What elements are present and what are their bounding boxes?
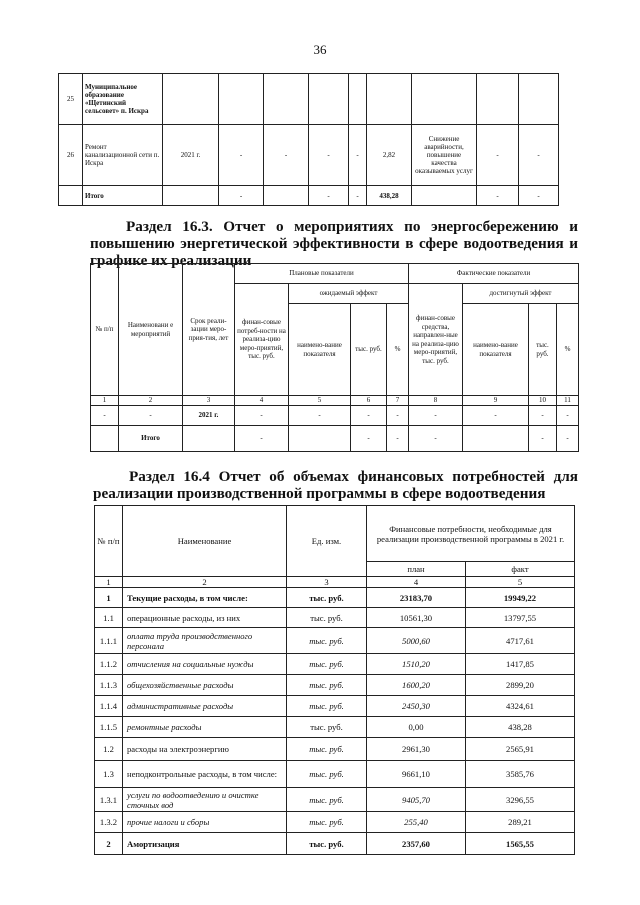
cell: тыс. руб.	[287, 788, 367, 812]
col-header-indicator: наимено-вание показателя	[289, 304, 351, 396]
row-year: 2021 г.	[163, 125, 219, 186]
cell: -	[289, 405, 351, 425]
cell: 5000,60	[367, 628, 466, 654]
cell: -	[477, 125, 519, 186]
cell: 1.2	[95, 738, 123, 761]
cell: 4324,61	[466, 696, 575, 717]
table-row	[91, 425, 579, 451]
col-header-name: Наименовани е мероприятий	[119, 264, 183, 396]
cell: неподконтрольные расходы, в том числе:	[123, 761, 287, 788]
cell: 1417,85	[466, 654, 575, 675]
table-row	[59, 186, 559, 206]
cell: 23183,70	[367, 588, 466, 608]
cell: тыс. руб.	[287, 675, 367, 696]
cell: административные расходы	[123, 696, 287, 717]
cell: -	[351, 425, 387, 451]
cell: 3585,76	[466, 761, 575, 788]
cell	[463, 425, 529, 451]
total-label: Итого	[83, 186, 163, 206]
cell: 1600,20	[367, 675, 466, 696]
table-row	[95, 675, 575, 696]
cell: 1510,20	[367, 654, 466, 675]
cell: 2961,30	[367, 738, 466, 761]
cell: тыс. руб.	[287, 696, 367, 717]
column-numbers-row	[91, 396, 579, 406]
col-header-pct: %	[557, 304, 579, 396]
row-number: 25	[59, 74, 83, 125]
table-row	[95, 812, 575, 833]
cell: 2,82	[367, 125, 412, 186]
cell: -	[477, 186, 519, 206]
cell: 438,28	[466, 717, 575, 738]
cell: -	[219, 125, 264, 186]
cell: тыс. руб.	[287, 833, 367, 855]
row-name: Муниципальное образование «Щетинский сельсовет» п. Искра	[83, 74, 163, 125]
col-header-unit: Ед. изм.	[287, 506, 367, 577]
cell: тыс. руб.	[287, 654, 367, 675]
cell: -	[529, 405, 557, 425]
column-numbers-row	[95, 577, 575, 588]
cell: 1.3	[95, 761, 123, 788]
table-row	[95, 654, 575, 675]
col-header-thous: тыс. руб.	[529, 304, 557, 396]
table-row	[95, 788, 575, 812]
cell: 3296,55	[466, 788, 575, 812]
cell: прочие налоги и сборы	[123, 812, 287, 833]
cell: 1.1	[95, 608, 123, 628]
financial-needs-table	[94, 505, 575, 855]
cell: -	[235, 405, 289, 425]
col-header-term: Срок реали-зации меро-прия-тия, лет	[183, 264, 235, 396]
cell: 2	[95, 833, 123, 855]
col-header-expected: ожидаемый эффект	[289, 284, 409, 304]
heading-line: повышению энергетической эффективности в сфере водоотведения и	[90, 235, 578, 252]
cell: 4717,61	[466, 628, 575, 654]
cell: тыс. руб.	[287, 628, 367, 654]
col-number: 10	[529, 396, 557, 406]
col-number: 6	[351, 396, 387, 406]
col-header-pct: %	[387, 304, 409, 396]
col-header-fin: Финансовые потребности, необходимые для реализации производственной программы в 2021 г.	[367, 506, 575, 562]
cell: ремонтные расходы	[123, 717, 287, 738]
cell: операционные расходы, из них	[123, 608, 287, 628]
effect-cell: Снижение аварийности, повышение качества оказываемых услуг	[412, 125, 477, 186]
col-number: 1	[91, 396, 119, 406]
cell: расходы на электроэнергию	[123, 738, 287, 761]
cell: тыс. руб.	[287, 588, 367, 608]
cell: 2899,20	[466, 675, 575, 696]
energy-measures-table	[90, 263, 579, 452]
cell: 2565,91	[466, 738, 575, 761]
cell: 1	[95, 588, 123, 608]
cell: тыс. руб.	[287, 717, 367, 738]
section-16-4-heading	[93, 468, 578, 502]
cell: -	[91, 405, 119, 425]
cell: -	[349, 186, 367, 206]
cell: -	[409, 405, 463, 425]
cell: тыс. руб.	[287, 738, 367, 761]
table-row	[59, 74, 559, 125]
col-header-thous: тыс. руб.	[351, 304, 387, 396]
cell: Амортизация	[123, 833, 287, 855]
col-number: 5	[466, 577, 575, 588]
cell: 1565,55	[466, 833, 575, 855]
cell: -	[387, 425, 409, 451]
table-row	[95, 738, 575, 761]
row-number: 26	[59, 125, 83, 186]
col-header-fact: факт	[466, 562, 575, 577]
table-row	[95, 696, 575, 717]
cell: -	[351, 405, 387, 425]
heading-line: Раздел 16.4 Отчет об объемах финансовых потребностей для	[129, 468, 578, 485]
cell: 9405,70	[367, 788, 466, 812]
total-label: Итого	[119, 425, 183, 451]
section-16-3-heading	[90, 218, 578, 269]
cell: 2021 г.	[183, 405, 235, 425]
cell: тыс. руб.	[287, 761, 367, 788]
cell: 2357,60	[367, 833, 466, 855]
col-number: 3	[287, 577, 367, 588]
col-number: 3	[183, 396, 235, 406]
cell: оплата труда производственного персонала	[123, 628, 287, 654]
cell: 1.3.1	[95, 788, 123, 812]
cell: -	[557, 425, 579, 451]
table-row	[95, 588, 575, 608]
cell: услуги по водоотведению и очистке сточных вод	[123, 788, 287, 812]
cell: 1.1.3	[95, 675, 123, 696]
col-number: 4	[367, 577, 466, 588]
cell: 289,21	[466, 812, 575, 833]
cell: -	[119, 405, 183, 425]
header-row	[91, 264, 579, 284]
cell: -	[219, 186, 264, 206]
cell: 255,40	[367, 812, 466, 833]
cell: -	[463, 405, 529, 425]
col-number: 4	[235, 396, 289, 406]
cell: 9661,10	[367, 761, 466, 788]
cell: 0,00	[367, 717, 466, 738]
cell: -	[519, 125, 559, 186]
table-row	[95, 761, 575, 788]
table-row	[95, 628, 575, 654]
col-header-plan-fin: финан-совые потреб-ности на реализа-цию меро-приятий, тыс. руб.	[235, 284, 289, 396]
cell: Текущие расходы, в том числе:	[123, 588, 287, 608]
col-header-planned: Плановые показатели	[235, 264, 409, 284]
cell: 1.1.4	[95, 696, 123, 717]
cell: -	[409, 425, 463, 451]
col-header-achieved: достигнутый эффект	[463, 284, 579, 304]
cell: отчисления на социальные нужды	[123, 654, 287, 675]
col-header-plan: план	[367, 562, 466, 577]
col-number: 11	[557, 396, 579, 406]
heading-line: графике их реализации	[90, 252, 252, 269]
cell: 10561,30	[367, 608, 466, 628]
table-row	[91, 405, 579, 425]
table-row	[95, 717, 575, 738]
cell: 13797,55	[466, 608, 575, 628]
cell: -	[519, 186, 559, 206]
cell: -	[235, 425, 289, 451]
cell: тыс. руб.	[287, 812, 367, 833]
col-number: 1	[95, 577, 123, 588]
cell	[289, 425, 351, 451]
table-row	[59, 125, 559, 186]
row-name: Ремонт канализационной сети п. Искра	[83, 125, 163, 186]
measures-table-continuation	[58, 73, 559, 206]
col-number: 8	[409, 396, 463, 406]
heading-line: реализации производственной программы в сфере водоотведения	[93, 485, 546, 502]
cell: 19949,22	[466, 588, 575, 608]
cell: -	[387, 405, 409, 425]
cell: -	[309, 186, 349, 206]
col-number: 2	[119, 396, 183, 406]
page-number: 36	[313, 42, 327, 57]
heading-line: Раздел 16.3. Отчет о мероприятиях по энергосбережению и	[126, 218, 578, 235]
col-header-fact-fin: финан-совые средства, направлен-ные на реализа-цию меро-приятий, тыс. руб.	[409, 284, 463, 396]
cell: -	[264, 125, 309, 186]
col-header-num: № п/п	[91, 264, 119, 396]
col-number: 5	[289, 396, 351, 406]
cell: -	[557, 405, 579, 425]
total-value: 438,28	[367, 186, 412, 206]
cell: -	[349, 125, 367, 186]
cell: 1.1.1	[95, 628, 123, 654]
header-row	[95, 506, 575, 562]
col-header-num: № п/п	[95, 506, 123, 577]
col-header-indicator: наимено-вание показателя	[463, 304, 529, 396]
col-number: 2	[123, 577, 287, 588]
col-number: 9	[463, 396, 529, 406]
cell: -	[529, 425, 557, 451]
col-number: 7	[387, 396, 409, 406]
cell: тыс. руб.	[287, 608, 367, 628]
cell	[91, 425, 119, 451]
cell	[183, 425, 235, 451]
cell: -	[309, 125, 349, 186]
col-header-actual: Фактические показатели	[409, 264, 579, 284]
col-header-name: Наименование	[123, 506, 287, 577]
cell: 1.1.2	[95, 654, 123, 675]
cell: 1.3.2	[95, 812, 123, 833]
table-row	[95, 608, 575, 628]
cell: 1.1.5	[95, 717, 123, 738]
table-row	[95, 833, 575, 855]
cell: общехозяйственные расходы	[123, 675, 287, 696]
cell: 2450,30	[367, 696, 466, 717]
